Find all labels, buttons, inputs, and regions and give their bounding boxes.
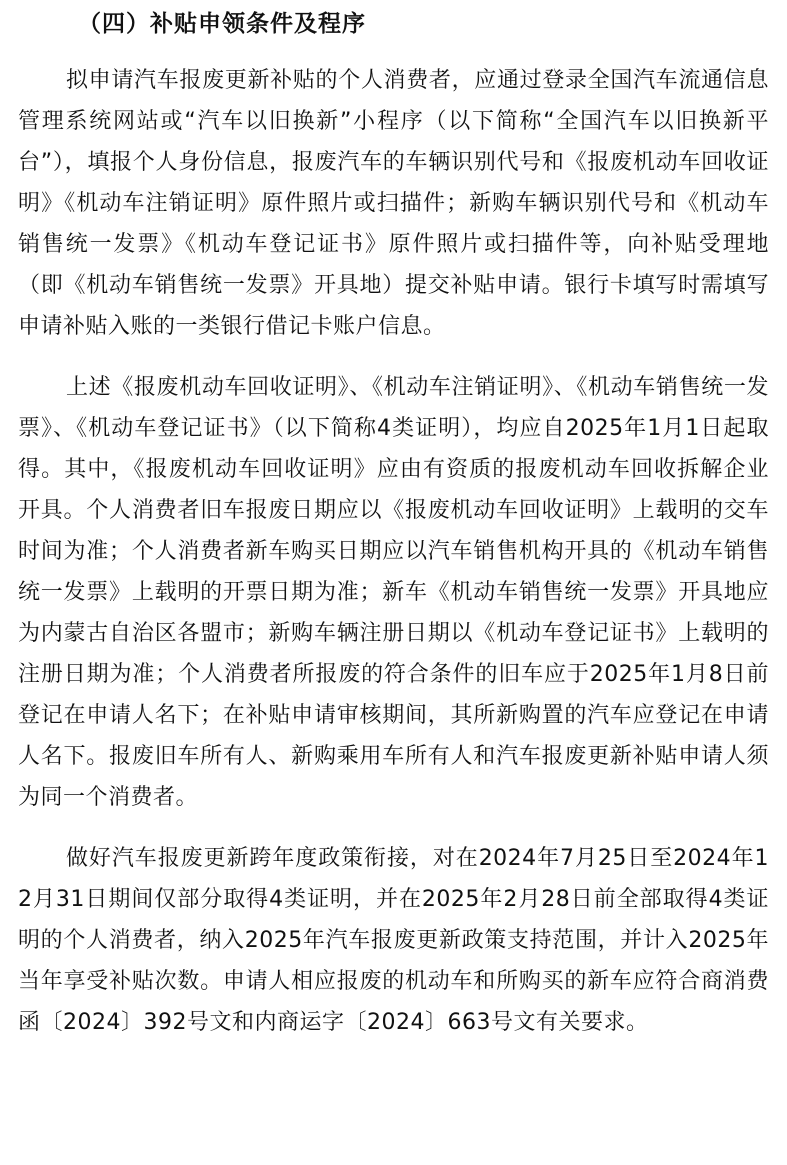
- paragraph-application-procedure: 拟申请汽车报废更新补贴的个人消费者，应通过登录全国汽车流通信息管理系统网站或“汽车以旧换新”小程序（以下简称“全国汽车以旧换新平台”），填报个人身份信息，报废汽车的车辆识别代号和《报废机动车回收证明》《机动车注销证明》原件照片或扫描件；新购车辆识别代号和《机动车销售统一发票》《机动车登记证书》原件照片或扫描件等，向补贴受理地（即《机动车销售统一发票》开具地）提交补贴申请。银行卡填写时需填写申请补贴入账的一类银行借记卡账户信息。: [18, 68, 769, 339]
- paragraph-cross-year-policy: 做好汽车报废更新跨年度政策衔接，对在2024年7月25日至2024年12月31日期间仅部分取得4类证明，并在2025年2月28日前全部取得4类证明的个人消费者，纳入2025年汽车报废更新政策支持范围，并计入2025年当年享受补贴次数。申请人相应报废的机动车和所购买的新车应符合商消费函〔2024〕392号文和内商运字〔2024〕663号文有关要求。: [18, 846, 769, 1035]
- paragraph-certificate-requirements: 上述《报废机动车回收证明》、《机动车注销证明》、《机动车销售统一发票》、《机动车登记证书》（以下简称4类证明），均应自2025年1月1日起取得。其中，《报废机动车回收证明》应由有资质的报废机动车回收拆解企业开具。个人消费者旧车报废日期应以《报废机动车回收证明》上载明的交车时间为准；个人消费者新车购买日期应以汽车销售机构开具的《机动车销售统一发票》上载明的开票日期为准；新车《机动车销售统一发票》开具地应为内蒙古自治区各盟市；新购车辆注册日期以《机动车登记证书》上载明的注册日期为准；个人消费者所报废的符合条件的旧车应于2025年1月8日前登记在申请人名下；在补贴申请审核期间，其所新购置的汽车应登记在申请人名下。报废旧车所有人、新购乘用车所有人和汽车报废更新补贴申请人须为同一个消费者。: [18, 375, 769, 810]
- section-heading: （四）补贴申领条件及程序: [78, 11, 366, 37]
